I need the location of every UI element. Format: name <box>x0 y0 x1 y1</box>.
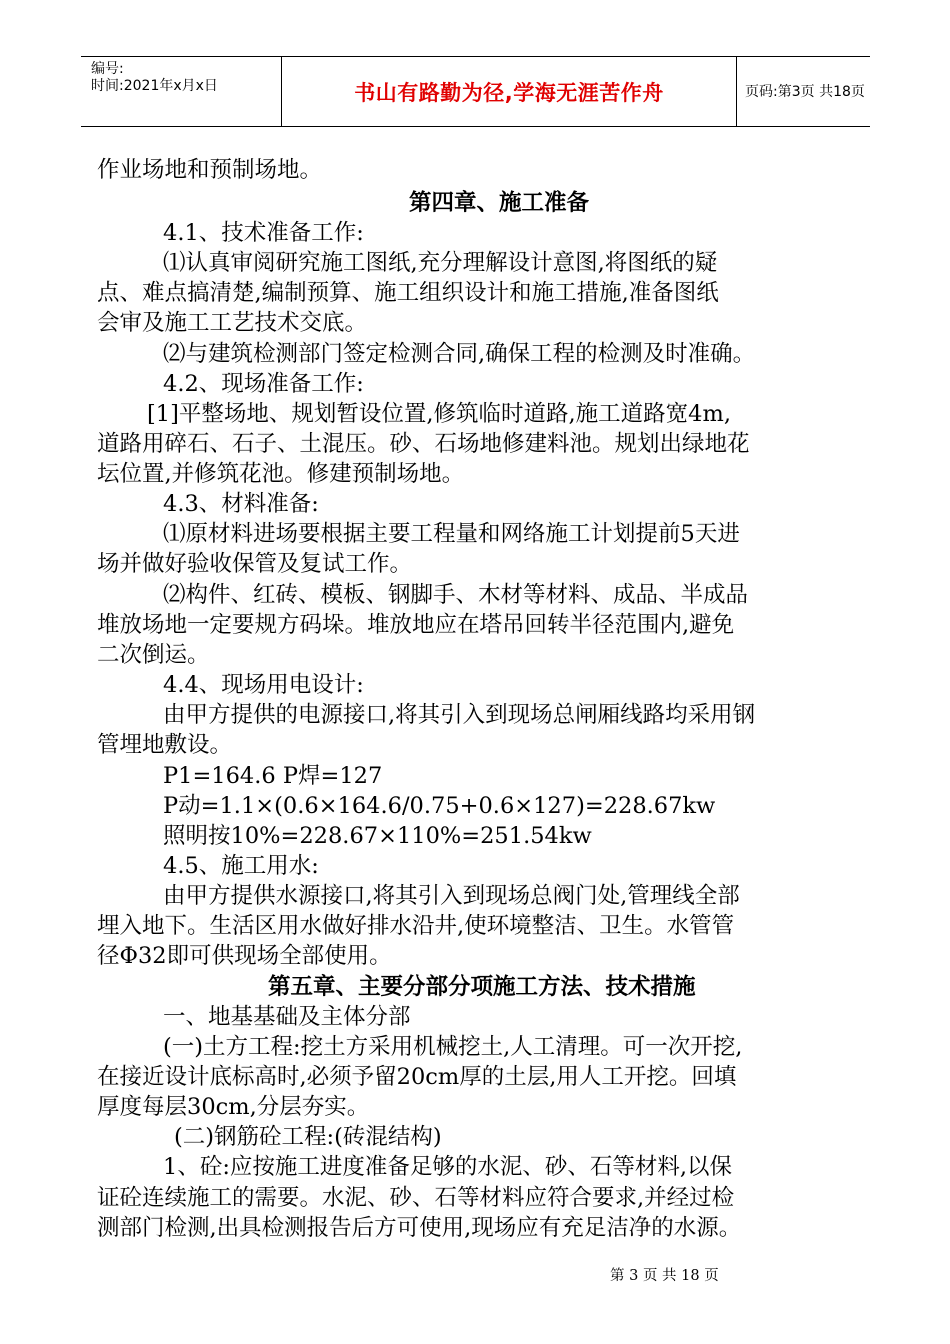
body-line: 管埋地敷设。 <box>97 732 233 758</box>
body-line: 会审及施工工艺技术交底。 <box>97 310 368 336</box>
body-line: 作业场地和预制场地。 <box>97 157 323 183</box>
body-line: 场并做好验收保管及复试工作。 <box>97 551 413 577</box>
page-footer: 第 3 页 共 18 页 <box>610 1268 719 1284</box>
body-line: (一)土方工程:挖土方采用机械挖土,人工清理。可一次开挖, <box>163 1034 743 1060</box>
header-meta <box>81 57 281 126</box>
body-line: 由甲方提供水源接口,将其引入到现场总阀门处,管理线全部 <box>163 883 740 909</box>
formula-line: P动=1.1×(0.6×164.6/0.75+0.6×127)=228.67kw <box>163 793 716 819</box>
page-header <box>81 56 870 127</box>
section-heading: 4.2、现场准备工作: <box>163 371 364 397</box>
body-line: 证砼连续施工的需要。水泥、砂、石等材料应符合要求,并经过检 <box>97 1185 735 1211</box>
body-line: 由甲方提供的电源接口,将其引入到现场总闸厢线路均采用钢 <box>163 702 756 728</box>
section-heading: 4.1、技术准备工作: <box>163 220 364 246</box>
body-line: ⑴认真审阅研究施工图纸,充分理解设计意图,将图纸的疑 <box>163 250 718 276</box>
body-line: 坛位置,并修筑花池。修建预制场地。 <box>97 461 465 487</box>
page-info: 页码:第3页 共18页 <box>745 83 865 100</box>
header-motto-cell <box>281 57 737 126</box>
body-line: ⑵构件、红砖、模板、钢脚手、木材等材料、成品、半成品 <box>163 582 749 608</box>
body-line: 厚度每层30cm,分层夯实。 <box>97 1094 370 1120</box>
header-page-cell <box>736 57 870 126</box>
time-label: 时间:2021年x月x日 <box>91 78 218 94</box>
chapter-heading: 第四章、施工准备 <box>409 190 590 216</box>
section-heading: 一、地基基础及主体分部 <box>163 1004 411 1030</box>
motto-text: 书山有路勤为径,学海无涯苦作舟 <box>354 80 664 105</box>
formula-line: 照明按10%=228.67×110%=251.54kw <box>163 823 592 849</box>
body-line: 径Φ32即可供现场全部使用。 <box>97 943 392 969</box>
body-line: 1、砼:应按施工进度准备足够的水泥、砂、石等材料,以保 <box>163 1154 733 1180</box>
body-line: 堆放场地一定要规方码垛。堆放地应在塔吊回转半径范围内,避免 <box>97 612 735 638</box>
body-line: 在接近设计底标高时,必须予留20cm厚的土层,用人工开挖。回填 <box>97 1064 737 1090</box>
chapter-heading: 第五章、主要分部分项施工方法、技术措施 <box>268 974 696 1000</box>
body-line: 点、难点搞清楚,编制预算、施工组织设计和施工措施,准备图纸 <box>97 280 719 306</box>
section-heading: (二)钢筋砼工程:(砖混结构) <box>174 1124 442 1150</box>
body-line: 埋入地下。生活区用水做好排水沿井,使环境整洁、卫生。水管管 <box>97 913 735 939</box>
body-line: ⑴原材料进场要根据主要工程量和网络施工计划提前5天进 <box>163 521 740 547</box>
body-line: [1]平整场地、规划暂设位置,修筑临时道路,施工道路宽4m, <box>147 401 731 427</box>
number-label: 编号: <box>91 61 124 77</box>
body-line: 测部门检测,出具检测报告后方可使用,现场应有充足洁净的水源。 <box>97 1215 742 1241</box>
formula-line: P1=164.6 P焊=127 <box>163 763 383 789</box>
section-heading: 4.5、施工用水: <box>163 853 319 879</box>
section-heading: 4.3、材料准备: <box>163 491 319 517</box>
section-heading: 4.4、现场用电设计: <box>163 672 364 698</box>
body-line: 二次倒运。 <box>97 642 210 668</box>
body-line: 道路用碎石、石子、土混压。砂、石场地修建料池。规划出绿地花 <box>97 431 750 457</box>
body-line: ⑵与建筑检测部门签定检测合同,确保工程的检测及时准确。 <box>163 341 756 367</box>
